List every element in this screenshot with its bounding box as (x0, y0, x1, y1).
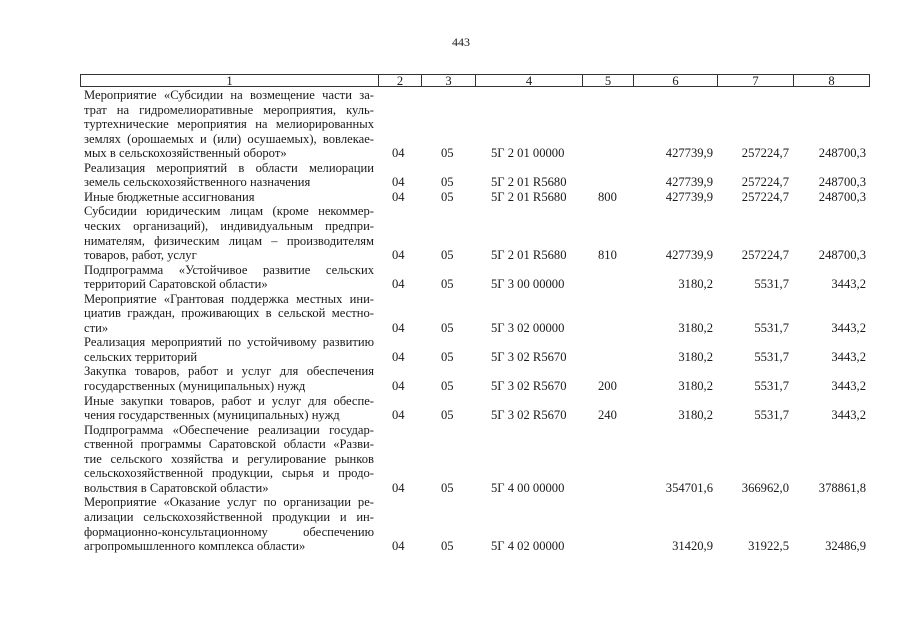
header-col-7: 7 (717, 74, 793, 87)
row-description-line: вольствия в Саратовской области» (84, 480, 269, 495)
cell-y3: 32486,9 (825, 539, 866, 554)
row-description-line: Реализация мероприятий по устойчивому развитию (84, 335, 374, 350)
row-description-line: Мероприятие «Оказание услуг по организации ре- (84, 495, 374, 510)
row-description-line: нимателям, физическим лицам – производителям (84, 233, 374, 248)
cell-vr (598, 175, 628, 190)
cell-pr: 05 (441, 248, 454, 263)
cell-pr: 05 (441, 408, 454, 423)
cell-pr: 05 (441, 175, 454, 190)
cell-y1: 3180,2 (678, 277, 713, 292)
cell-rz: 04 (392, 480, 405, 495)
cell-rz: 04 (392, 175, 405, 190)
cell-y3: 3443,2 (831, 320, 866, 335)
cell-vr (598, 146, 628, 161)
cell-y2: 257224,7 (741, 146, 789, 161)
row-description-line: Закупка товаров, работ и услуг для обеспечения (84, 364, 374, 379)
cell-y1: 427739,9 (665, 189, 713, 204)
cell-csr: 5Г 2 01 R5680 (491, 189, 567, 204)
cell-csr: 5Г 3 02 R5670 (491, 349, 567, 364)
row-description-line: товаров, работ, услуг (84, 248, 197, 263)
row-description-line: сельских территорий (84, 349, 198, 364)
row-description-line: мых в сельскохозяйственный оборот» (84, 146, 287, 161)
cell-rz: 04 (392, 349, 405, 364)
cell-y1: 427739,9 (665, 248, 713, 263)
cell-vr (598, 277, 628, 292)
cell-y2: 366962,0 (741, 480, 789, 495)
cell-y3: 248700,3 (818, 175, 866, 190)
cell-pr: 05 (441, 349, 454, 364)
cell-y2: 257224,7 (741, 189, 789, 204)
header-col-8: 8 (793, 74, 870, 87)
cell-csr: 5Г 3 02 R5670 (491, 408, 567, 423)
row-description-line: Подпрограмма «Устойчивое развитие сельских (84, 262, 374, 277)
row-description-line: тие сельского хозяйства и регулирование рынков (84, 451, 374, 466)
row-description-line: Подпрограмма «Обеспечение реализации государ- (84, 422, 374, 437)
cell-csr: 5Г 4 00 00000 (491, 480, 565, 495)
cell-rz: 04 (392, 248, 405, 263)
row-description-line: сельскохозяйственной продукции, сырья и продо- (84, 466, 374, 481)
cell-pr: 05 (441, 189, 454, 204)
cell-y3: 248700,3 (818, 248, 866, 263)
row-description-line: чения государственных (муниципальных) нужд (84, 408, 340, 423)
row-description-line: Субсидии юридическим лицам (кроме некоммер- (84, 204, 374, 219)
cell-y2: 31922,5 (748, 539, 789, 554)
cell-pr: 05 (441, 320, 454, 335)
cell-rz: 04 (392, 189, 405, 204)
cell-y1: 3180,2 (678, 349, 713, 364)
cell-csr: 5Г 2 01 R5680 (491, 175, 567, 190)
cell-y1: 427739,9 (665, 146, 713, 161)
cell-rz: 04 (392, 146, 405, 161)
row-description-line: земель сельскохозяйственного назначения (84, 175, 311, 190)
page-number: 443 (452, 35, 470, 49)
header-col-3: 3 (421, 74, 475, 87)
row-description-line: сти» (84, 320, 109, 335)
cell-csr: 5Г 3 00 00000 (491, 277, 565, 292)
cell-csr: 5Г 4 02 00000 (491, 539, 565, 554)
row-description-line: трат на гидромелиоративные мероприятия, куль- (84, 102, 374, 117)
cell-y1: 31420,9 (672, 539, 713, 554)
cell-rz: 04 (392, 379, 405, 393)
row-description-line: Мероприятие «Грантовая поддержка местных ини- (84, 291, 374, 306)
cell-y1: 3180,2 (678, 320, 713, 335)
cell-y1: 3180,2 (678, 379, 713, 393)
cell-y2: 257224,7 (741, 175, 789, 190)
cell-rz: 04 (392, 277, 405, 292)
cell-rz: 04 (392, 408, 405, 423)
cell-y1: 3180,2 (678, 408, 713, 423)
cell-vr: 810 (598, 248, 617, 263)
cell-rz: 04 (392, 320, 405, 335)
cell-vr (598, 481, 628, 496)
header-col-2: 2 (378, 74, 421, 87)
cell-y2: 5531,7 (754, 320, 789, 335)
row-description-line: Иные бюджетные ассигнования (84, 189, 255, 204)
cell-y3: 3443,2 (831, 379, 866, 393)
cell-y2: 5531,7 (754, 408, 789, 423)
cell-pr: 05 (441, 480, 454, 495)
row-description-line: циатив граждан, проживающих в сельской местно- (84, 306, 374, 321)
cell-rz: 04 (392, 539, 405, 554)
cell-pr: 05 (441, 539, 454, 554)
cell-csr: 5Г 2 01 00000 (491, 146, 565, 161)
row-description-line: территорий Саратовской области» (84, 277, 268, 292)
header-col-4: 4 (475, 74, 582, 87)
cell-vr: 200 (598, 379, 617, 393)
cell-csr: 5Г 3 02 R5670 (491, 379, 567, 393)
row-description-line: ственной программы Саратовской области «Разви- (84, 437, 374, 452)
header-col-1: 1 (80, 74, 378, 87)
row-description-line: Реализация мероприятий в области мелиорации (84, 160, 374, 175)
row-description-line: государственных (муниципальных) нужд (84, 379, 306, 393)
row-description-line: Иные закупки товаров, работ и услуг для обеспе- (84, 393, 374, 408)
header-col-6: 6 (633, 74, 717, 87)
cell-y2: 5531,7 (754, 349, 789, 364)
cell-y3: 248700,3 (818, 146, 866, 161)
cell-pr: 05 (441, 379, 454, 393)
cell-pr: 05 (441, 277, 454, 292)
cell-csr: 5Г 2 01 R5680 (491, 248, 567, 263)
cell-y3: 3443,2 (831, 277, 866, 292)
cell-y3: 248700,3 (818, 189, 866, 204)
row-description-line: туртехнические мероприятия на мелиорированных (84, 117, 374, 132)
cell-vr (598, 321, 628, 336)
cell-y1: 354701,6 (665, 480, 713, 495)
cell-y2: 5531,7 (754, 277, 789, 292)
cell-y2: 257224,7 (741, 248, 789, 263)
row-description-line: Мероприятие «Субсидии на возмещение части за- (84, 88, 374, 102)
cell-y1: 427739,9 (665, 175, 713, 190)
cell-y3: 3443,2 (831, 408, 866, 423)
row-description-line: ализации сельскохозяйственной продукции и ин- (84, 509, 374, 524)
cell-y2: 5531,7 (754, 379, 789, 393)
row-description-line: ческих организаций), индивидуальным предпри- (84, 218, 374, 233)
cell-vr (598, 350, 628, 365)
header-col-5: 5 (582, 74, 633, 87)
cell-y3: 378861,8 (818, 480, 866, 495)
row-description-line: формационно-консультационному обеспечению (84, 524, 374, 539)
cell-vr: 240 (598, 408, 617, 423)
cell-y3: 3443,2 (831, 349, 866, 364)
cell-vr: 800 (598, 189, 617, 204)
cell-vr (598, 539, 628, 554)
cell-csr: 5Г 3 02 00000 (491, 320, 565, 335)
cell-pr: 05 (441, 146, 454, 161)
row-description-line: землях (орошаемых и (или) осушаемых), вовлекае- (84, 131, 374, 146)
row-description-line: агропромышленного комплекса области» (84, 539, 306, 554)
